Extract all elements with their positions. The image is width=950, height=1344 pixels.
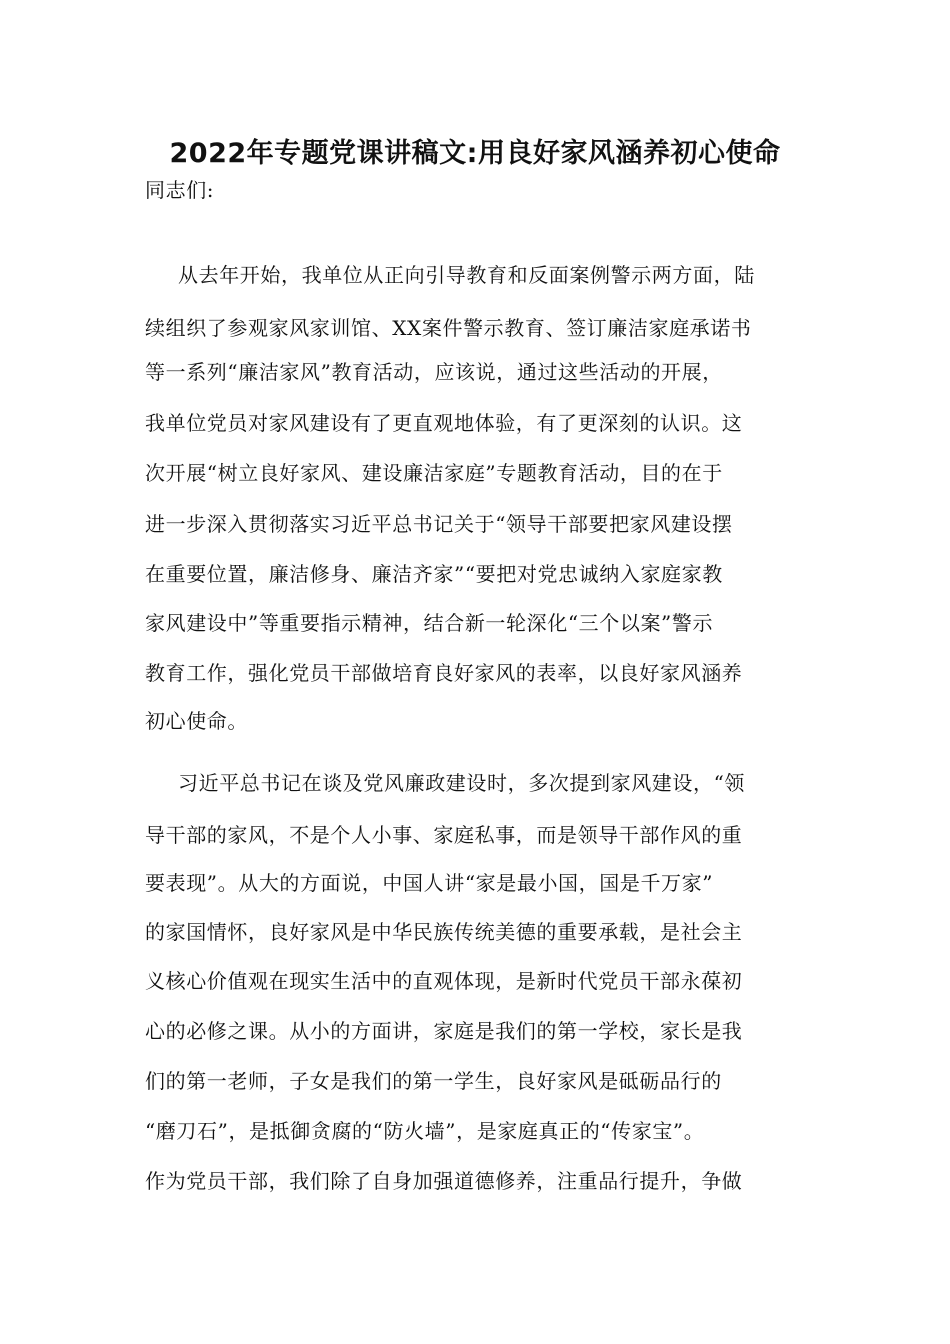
paragraph-1-line-4: 我单位党员对家风建设有了更直观地体验，有了更深刻的认识。这	[145, 411, 743, 435]
paragraph-1-line-10: 初心使命。	[145, 709, 248, 733]
paragraph-1-line-2: 续组织了参观家风家训馆、XX案件警示教育、签订廉洁家庭承诺书	[145, 316, 752, 340]
paragraph-2-line-4: 的家国情怀，良好家风是中华民族传统美德的重要承载，是社会主	[145, 920, 743, 944]
paragraph-1-line-5: 次开展“树立良好家风、建设廉洁家庭”专题教育活动，目的在于	[145, 461, 723, 485]
paragraph-1-line-7: 在重要位置，廉洁修身、廉洁齐家”“要把对党忠诚纳入家庭家教	[145, 562, 723, 586]
paragraph-2-line-5: 义核心价值观在现实生活中的直观体现，是新时代党员干部永葆初	[145, 969, 743, 993]
document-title: 2022年专题党课讲稿文:用良好家风涵养初心使命	[169, 138, 781, 169]
paragraph-2-line-7: 们的第一老师，子女是我们的第一学生，良好家风是砥砺品行的	[145, 1069, 722, 1093]
paragraph-2-line-2: 导干部的家风，不是个人小事、家庭私事，而是领导干部作风的重	[145, 823, 743, 847]
paragraph-2-line-6: 心的必修之课。从小的方面讲，家庭是我们的第一学校，家长是我	[145, 1019, 743, 1043]
paragraph-1-line-9: 教育工作，强化党员干部做培育良好家风的表率，以良好家风涵养	[145, 661, 743, 685]
paragraph-1-line-1: 从去年开始，我单位从正向引导教育和反面案例警示两方面，陆	[178, 263, 755, 287]
paragraph-1-line-3: 等一系列“廉洁家风”教育活动，应该说，通过这些活动的开展，	[145, 360, 723, 384]
paragraph-2-line-8: “磨刀石”，是抵御贪腐的“防火墙”，是家庭真正的“传家宝”。	[145, 1119, 705, 1143]
paragraph-2-line-9: 作为党员干部，我们除了自身加强道德修养，注重品行提升，争做	[145, 1169, 743, 1193]
paragraph-2-line-3: 要表现”。从大的方面说，中国人讲“家是最小国，国是千万家”	[145, 871, 714, 895]
paragraph-2-line-1: 习近平总书记在谈及党风廉政建设时，多次提到家风建设，“领	[178, 771, 746, 795]
salutation: 同志们:	[145, 178, 215, 202]
paragraph-1-line-8: 家风建设中”等重要指示精神，结合新一轮深化“三个以案”警示	[145, 611, 714, 635]
paragraph-1-line-6: 进一步深入贯彻落实习近平总书记关于“领导干部要把家风建设摆	[145, 512, 733, 536]
